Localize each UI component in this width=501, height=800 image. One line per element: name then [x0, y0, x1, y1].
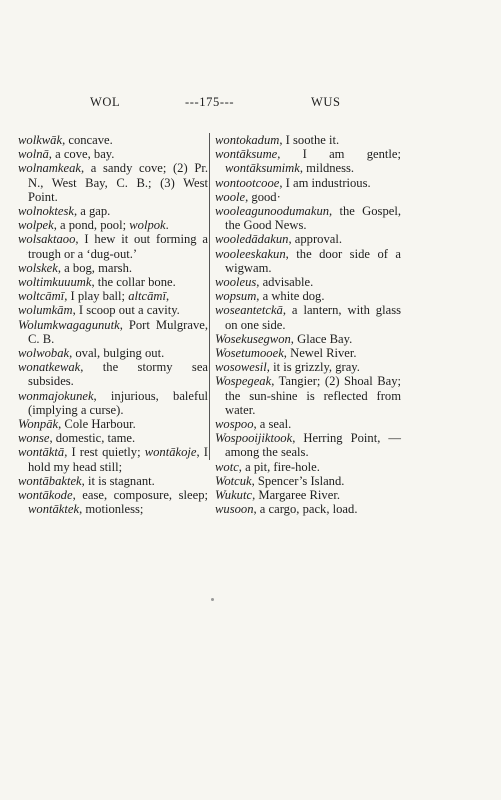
entry-definition: , concave.: [62, 133, 113, 147]
dictionary-entry: [18, 133, 208, 147]
entry-definition: , I soothe it.: [279, 133, 340, 147]
entry-headword: wolnā: [18, 147, 49, 162]
entry-definition: , Port Mulgrave, C. B.: [28, 317, 208, 346]
entry-definition: , oval, bulging out.: [69, 346, 165, 361]
dictionary-entry: [18, 445, 208, 473]
entry-definition: , a seal.: [253, 417, 292, 432]
entry-definition: , Spencer’s Island.: [251, 473, 345, 488]
right-column: [215, 133, 401, 516]
entry-headword: wolskek: [18, 260, 58, 275]
entry-definition: , a sandy cove; (2) Pr. N., West Bay, C. B.; (3) West Point.: [28, 161, 208, 204]
column-divider: [209, 133, 210, 460]
header-right-guideword: WUS: [311, 95, 341, 109]
entry-definition: , Tangier; (2) Shoal Bay; the sun-shine is reflected from water.: [225, 374, 401, 417]
dictionary-entry: [18, 360, 208, 388]
entry-definition: , it is grizzly, gray.: [266, 360, 360, 375]
dictionary-entry: [18, 261, 208, 275]
dictionary-entry: [215, 488, 401, 502]
entry-headword: wontokadum: [215, 133, 280, 147]
entry-definition: , injurious, baleful (implying a curse).: [28, 388, 208, 417]
entry-definition: .: [165, 218, 169, 233]
dictionary-entry: [215, 474, 401, 488]
entry-headword: wolnamkeak: [18, 161, 81, 176]
entry-headword: wonatkewak: [18, 360, 81, 375]
dictionary-entry: [215, 204, 401, 232]
entry-definition: , a lantern, with glass on one side.: [225, 303, 401, 332]
page-header: [0, 95, 501, 111]
entry-headword: wosowesil: [215, 360, 267, 375]
entry-headword: woltcāmī: [18, 289, 65, 304]
dictionary-entry: [18, 318, 208, 346]
entry-headword: Wukutc: [215, 488, 253, 503]
entry-definition: , advisable.: [256, 275, 314, 290]
entry-definition: , the collar bone.: [91, 275, 176, 290]
entry-definition: , Newel River.: [283, 346, 357, 361]
page-speck: [211, 598, 214, 601]
entry-definition: , a bog, marsh.: [57, 260, 133, 275]
entry-definition: , Glace Bay.: [290, 331, 353, 346]
dictionary-entry: [18, 232, 208, 260]
dictionary-entry: [18, 218, 208, 232]
entry-variant: altcāmī: [128, 289, 166, 304]
dictionary-entry: [215, 303, 401, 331]
entry-headword: Wotcuk: [215, 473, 252, 488]
entry-headword: wontootcooe: [215, 175, 280, 190]
dictionary-entry: [215, 374, 401, 417]
entry-headword: woole: [215, 189, 246, 204]
entry-definition: , good·: [245, 189, 281, 204]
entry-headword: wusoon: [215, 502, 254, 517]
entry-headword: wooleus: [215, 275, 257, 290]
entry-headword: wolpek: [18, 218, 54, 233]
entry-headword: wotc: [215, 459, 239, 474]
entry-headword: wontābaktek: [18, 473, 82, 488]
entry-headword: wolnoktesk: [18, 204, 74, 219]
entry-definition: , Herring Point, —among the seals.: [225, 431, 401, 460]
entry-definition: , I hold my head still;: [28, 445, 208, 474]
entry-headword: woseantetckā: [215, 303, 283, 318]
dictionary-entry: [18, 161, 208, 204]
dictionary-entry: [18, 474, 208, 488]
header-left-guideword: WOL: [90, 95, 121, 109]
dictionary-entry: [215, 289, 401, 303]
entry-headword: Wospooijiktook: [215, 431, 293, 446]
entry-headword: wooleagunoodumakun: [215, 204, 330, 219]
entry-variant: wontāktek: [28, 502, 80, 517]
entry-definition: , I am industrious.: [279, 175, 371, 190]
page-number: ---175---: [185, 95, 235, 109]
dictionary-entry: [215, 360, 401, 374]
dictionary-entry: [215, 431, 401, 459]
entry-definition: , the door side of a wigwam.: [225, 246, 401, 275]
dictionary-entry: [215, 232, 401, 246]
entry-headword: wolsaktaoo: [18, 232, 76, 247]
dictionary-entry: [215, 460, 401, 474]
entry-headword: wonmajokunek: [18, 388, 94, 403]
entry-definition: , a cove, bay.: [48, 147, 115, 162]
entry-definition: , I play ball;: [64, 289, 129, 304]
dictionary-entry: [18, 303, 208, 317]
entry-definition: , the stormy sea subsides.: [28, 360, 208, 389]
dictionary-entry: [18, 346, 208, 360]
entry-headword: wontākode: [18, 488, 73, 503]
entry-definition: , mildness.: [299, 161, 355, 176]
entry-definition: , a gap.: [73, 204, 111, 219]
dictionary-entry: [18, 147, 208, 161]
dictionary-entry: [18, 488, 208, 516]
dictionary-entry: [215, 133, 401, 147]
dictionary-entry: [18, 204, 208, 218]
entry-headword: wooleeskakun: [215, 246, 286, 261]
entry-definition: , I am gentle;: [277, 147, 401, 162]
entry-headword: wospoo: [215, 417, 254, 432]
entry-definition: , I rest quietly;: [64, 445, 145, 460]
entry-definition: , I hew it out forming a trough or a ‘dug-out.’: [28, 232, 208, 261]
entry-variant: wontāksumimk: [225, 161, 300, 176]
entry-definition: , ease, composure, sleep;: [72, 488, 208, 503]
entry-headword: wolkwāk: [18, 133, 63, 147]
dictionary-entry: [18, 289, 208, 303]
dictionary-entry: [215, 147, 401, 175]
dictionary-entry: [215, 247, 401, 275]
entry-headword: wooledādakun: [215, 232, 289, 247]
entry-definition: , a pond, pool;: [53, 218, 130, 233]
dictionary-entry: [215, 346, 401, 360]
entry-definition: , I scoop out a cavity.: [72, 303, 180, 318]
dictionary-entry: [18, 431, 208, 445]
entry-headword: Wonpāk: [18, 417, 59, 432]
entry-headword: wolumkām: [18, 303, 73, 318]
dictionary-entry: [215, 502, 401, 516]
dictionary-entry: [18, 275, 208, 289]
dictionary-entry: [215, 417, 401, 431]
entry-headword: Wosetumooek: [215, 346, 284, 361]
dictionary-entry: [215, 176, 401, 190]
entry-definition: , motionless;: [79, 502, 144, 517]
dictionary-entry: [18, 389, 208, 417]
entry-headword: wontāktā: [18, 445, 65, 460]
entry-definition: , Margaree River.: [252, 488, 340, 503]
entry-headword: wopsum: [215, 289, 257, 304]
entry-headword: Wosekusegwon: [215, 331, 291, 346]
entry-headword: Wolumkwagagunutk: [18, 317, 120, 332]
dictionary-entry: [215, 332, 401, 346]
entry-headword: wolwobak: [18, 346, 70, 361]
entry-definition: , a white dog.: [256, 289, 325, 304]
entry-definition: , a cargo, pack, load.: [253, 502, 358, 517]
entry-definition: , approval.: [288, 232, 342, 247]
entry-definition: , a pit, fire-hole.: [238, 459, 320, 474]
entry-definition: , domestic, tame.: [49, 431, 136, 446]
left-column: [18, 133, 208, 516]
entry-variant: wolpok: [129, 218, 166, 233]
entry-headword: woltimkuuumk: [18, 275, 92, 290]
entry-definition: , the Gospel, the Good News.: [225, 204, 401, 233]
entry-headword: wontāksume: [215, 147, 278, 162]
dictionary-entry: [215, 275, 401, 289]
entry-headword: Wospegeak: [215, 374, 272, 389]
entry-definition: , it is stagnant.: [81, 473, 155, 488]
entry-variant: wontākoje: [144, 445, 197, 460]
entry-definition: ,: [165, 289, 170, 304]
entry-headword: wonse: [18, 431, 50, 446]
entry-definition: , Cole Harbour.: [58, 417, 136, 432]
dictionary-entry: [215, 190, 401, 204]
dictionary-entry: [18, 417, 208, 431]
